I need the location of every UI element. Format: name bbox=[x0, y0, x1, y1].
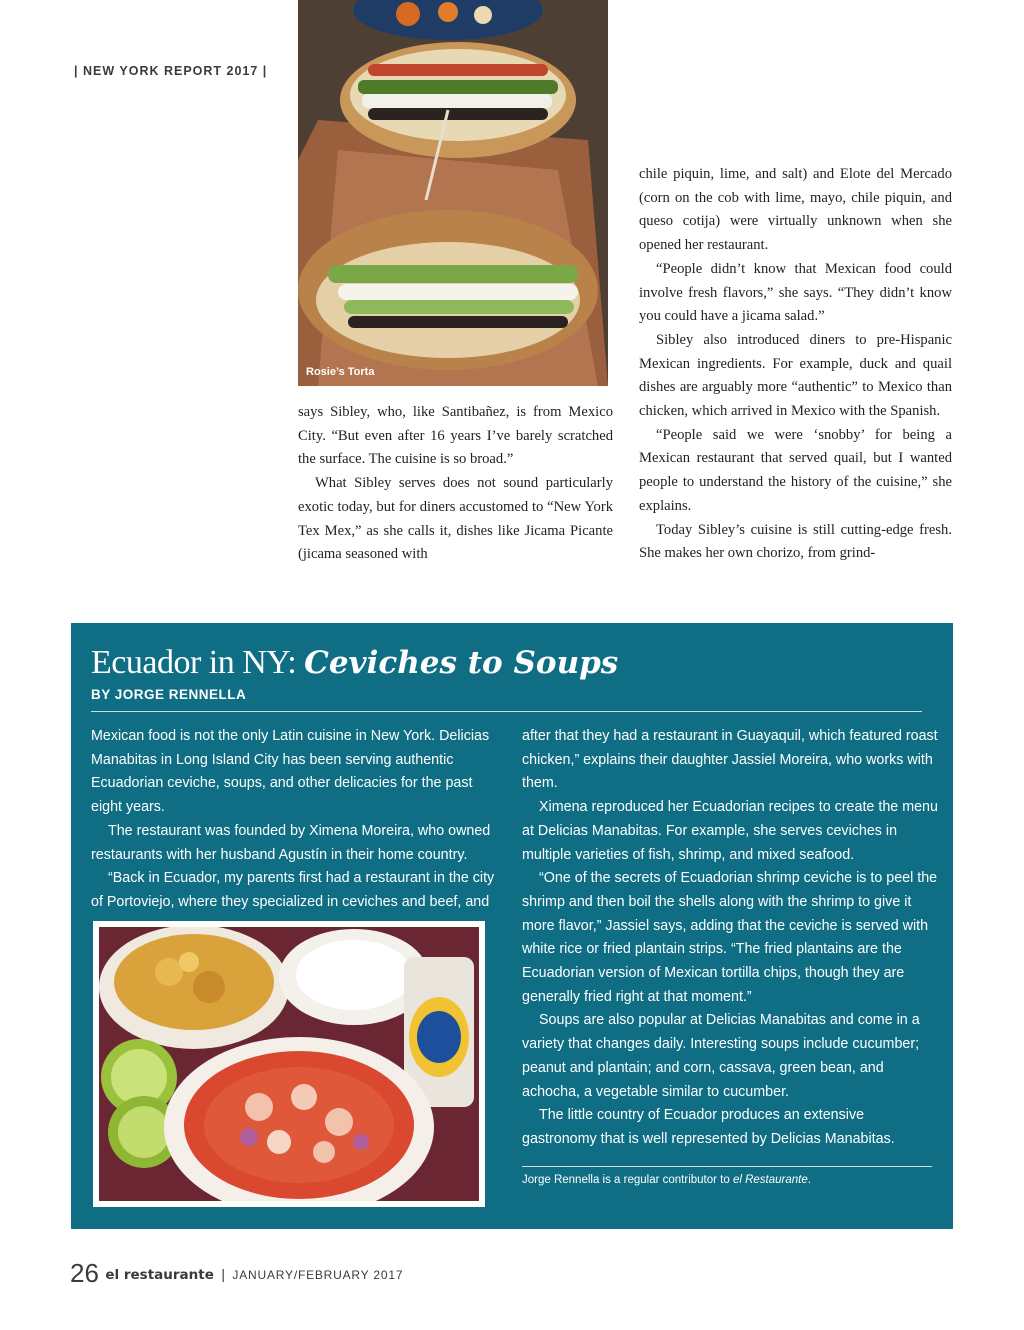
article-paragraph: Today Sibley’s cuisine is still cutting-edge fresh. She makes her own chorizo, from grind- bbox=[639, 521, 952, 562]
sidebar-title-plain: Ecuador in NY: bbox=[91, 644, 305, 681]
sidebar-paragraph: Ximena reproduced her Ecuadorian recipes to create the menu at Delicias Manabitas. For example, she serves ceviches in multiple varieties of fish, shrimp, and mixed seafood. bbox=[522, 799, 938, 863]
issue-date: JANUARY/FEBRUARY 2017 bbox=[232, 1268, 404, 1282]
credit-end: . bbox=[807, 1174, 811, 1186]
section-label: | NEW YORK REPORT 2017 | bbox=[74, 64, 268, 78]
page-footer bbox=[70, 1258, 403, 1289]
article-column-right bbox=[639, 163, 952, 566]
author-credit bbox=[522, 1174, 932, 1186]
credit-divider bbox=[522, 1166, 932, 1167]
ceviche-photo bbox=[93, 921, 485, 1207]
sidebar-byline: BY JORGE RENNELLA bbox=[91, 687, 247, 702]
article-paragraph: chile piquin, lime, and salt) and Elote del Mercado (corn on the cob with lime, mayo, chile piquin, and queso cotija) were virtually unknown when she opened her restaurant. bbox=[639, 166, 952, 254]
sidebar-column-right bbox=[522, 725, 942, 1152]
footer-separator: | bbox=[221, 1266, 225, 1282]
sidebar-title bbox=[91, 643, 618, 683]
sidebar-paragraph: “Back in Ecuador, my parents first had a restaurant in the city of Portoviejo, where they specialized in ceviches and beef, and bbox=[91, 870, 495, 910]
sidebar-paragraph: The little country of Ecuador produces an extensive gastronomy that is well represented by Delicias Manabitas. bbox=[522, 1107, 895, 1147]
sidebar-paragraph: after that they had a restaurant in Guayaquil, which featured roast chicken,” explains their daughter Jassiel Moreira, who works with them. bbox=[522, 728, 938, 792]
article-paragraph: Sibley also introduced diners to pre-Hispanic Mexican ingredients. For example, duck and quail dishes are arguably more “authentic” to Mexico than chicken, which arrived in Mexico with the Spanish. bbox=[639, 331, 952, 420]
sidebar-divider bbox=[91, 711, 922, 712]
torta-photo bbox=[298, 0, 608, 386]
page-number: 26 bbox=[70, 1258, 99, 1288]
ecuador-sidebar bbox=[71, 623, 953, 1229]
sidebar-title-emphasis: Ceviches to Soups bbox=[304, 645, 619, 681]
sidebar-paragraph: The restaurant was founded by Ximena Moreira, who owned restaurants with her husband Agustín in their home country. bbox=[91, 822, 491, 863]
article-paragraph: “People didn’t know that Mexican food could involve fresh flavors,” she says. “They didn’t know you could have a jicama salad.” bbox=[639, 260, 952, 325]
torta-photo-caption: Rosie’s Torta bbox=[306, 366, 375, 378]
sidebar-paragraph: “One of the secrets of Ecuadorian shrimp ceviche is to peel the shrimp and then boil the shells along with the shrimp to give it more flavor,” Jassiel says, adding that the ceviche is served with white rice or fried plantain strips. “The fried plantains are the Ecuadorian version of Mexican tortilla chips, though they are generally fried right at that moment.” bbox=[522, 870, 938, 1005]
article-column-middle bbox=[298, 401, 613, 567]
sidebar-paragraph: Soups are also popular at Delicias Manabitas and come in a variety that changes daily. Interesting soups include cucumber; peanut and plantain; and corn, cassava, green bean, and achocha, a vegetable similar to cucumber. bbox=[522, 1012, 920, 1100]
sidebar-column-left bbox=[91, 725, 501, 915]
credit-publication: el Restaurante bbox=[732, 1174, 808, 1186]
article-paragraph: What Sibley serves does not sound particularly exotic today, but for diners accustomed to “New York Tex Mex,” as she calls it, dishes like Jicama Picante (jicama seasoned with bbox=[298, 475, 613, 563]
credit-text: Jorge Rennella is a regular contributor to bbox=[522, 1174, 733, 1186]
article-paragraph: says Sibley, who, like Santibañez, is from Mexico City. “But even after 16 years I’ve barely scratched the surface. The cuisine is so broad.” bbox=[298, 404, 613, 468]
publication-name: el restaurante bbox=[105, 1267, 214, 1283]
article-paragraph: “People said we were ‘snobby’ for being a Mexican restaurant that served quail, but I wanted people to understand the history of the cuisine,” she explains. bbox=[639, 426, 952, 514]
sidebar-paragraph: Mexican food is not the only Latin cuisine in New York. Delicias Manabitas in Long Island City has been serving authentic Ecuadorian ceviche, soups, and other delicacies for the past eight years. bbox=[91, 728, 490, 816]
